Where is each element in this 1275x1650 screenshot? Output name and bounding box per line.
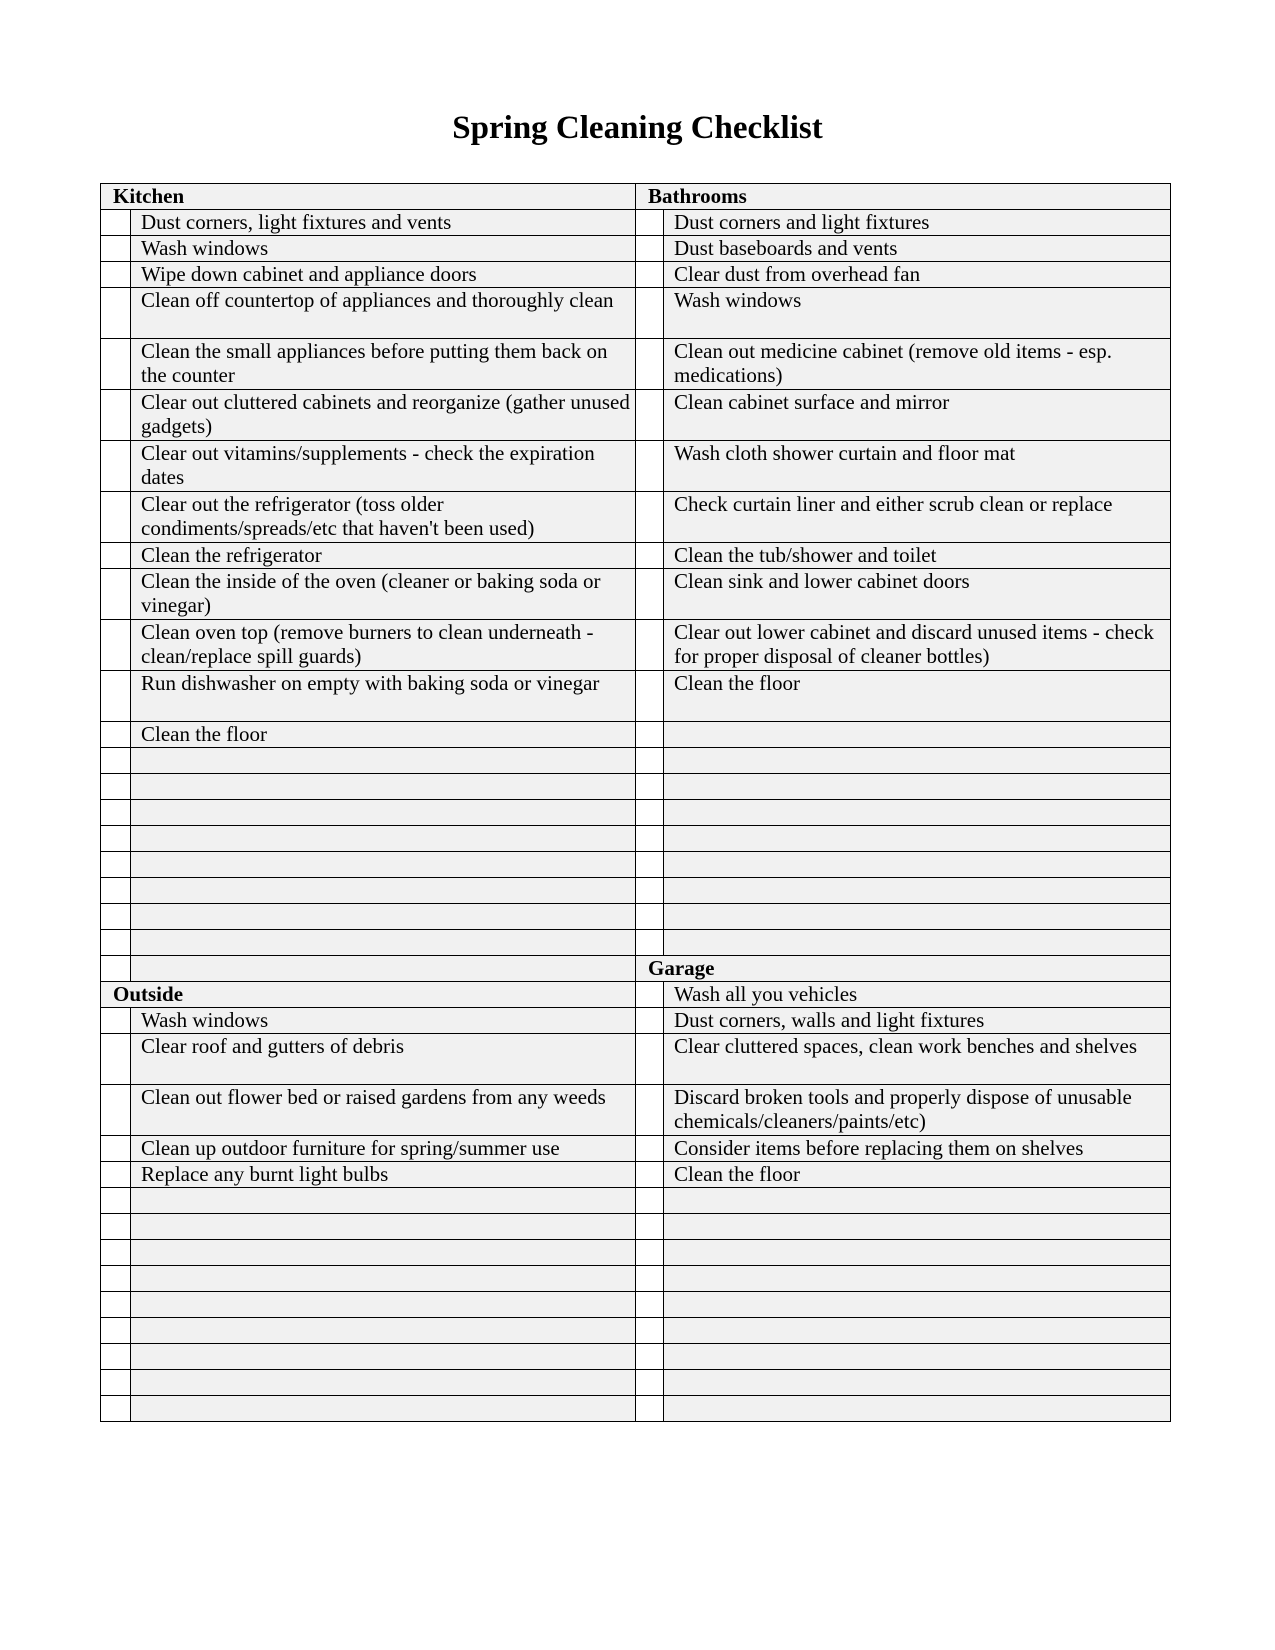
left-checkbox[interactable]: [101, 1318, 131, 1344]
left-task-text: [131, 930, 636, 956]
left-checkbox[interactable]: [101, 852, 131, 878]
left-checkbox[interactable]: [101, 904, 131, 930]
right-task-text: [664, 852, 1171, 878]
right-task-text: Clear dust from overhead fan: [664, 262, 1171, 288]
left-task-text: Clean the inside of the oven (cleaner or baking soda or vinegar): [131, 569, 636, 620]
right-checkbox[interactable]: [636, 1008, 664, 1034]
checklist-row: [101, 826, 1171, 852]
checklist-row: [101, 904, 1171, 930]
left-task-text: Clear roof and gutters of debris: [131, 1034, 636, 1085]
checklist-row: [101, 1034, 1171, 1085]
left-task-text: Clean the small appliances before putting them back on the counter: [131, 339, 636, 390]
checklist-row: [101, 1266, 1171, 1292]
right-task-text: [664, 1214, 1171, 1240]
checklist-body: [101, 184, 1171, 1422]
checklist-row: [101, 671, 1171, 722]
right-task-text: [664, 1344, 1171, 1370]
checklist-row: [101, 543, 1171, 569]
left-task-text: [131, 800, 636, 826]
right-checkbox[interactable]: [636, 1344, 664, 1370]
checklist-row: [101, 852, 1171, 878]
right-task-text: [664, 904, 1171, 930]
left-task-text: [131, 1214, 636, 1240]
left-checkbox[interactable]: [101, 1266, 131, 1292]
right-checkbox[interactable]: [636, 1188, 664, 1214]
right-checkbox[interactable]: [636, 904, 664, 930]
right-task-text: Check curtain liner and either scrub clean or replace: [664, 492, 1171, 543]
checklist-row: [101, 262, 1171, 288]
left-checkbox[interactable]: [101, 800, 131, 826]
right-checkbox[interactable]: [636, 1085, 664, 1136]
left-task-text: [131, 826, 636, 852]
left-checkbox[interactable]: [101, 1085, 131, 1136]
left-task-text: [131, 1266, 636, 1292]
right-checkbox[interactable]: [636, 569, 664, 620]
right-task-text: [664, 722, 1171, 748]
left-task-text: Wash windows: [131, 236, 636, 262]
right-checkbox[interactable]: [636, 1266, 664, 1292]
left-checkbox[interactable]: [101, 339, 131, 390]
left-checkbox[interactable]: [101, 956, 131, 982]
right-checkbox[interactable]: [636, 1370, 664, 1396]
left-task-text: Clean up outdoor furniture for spring/summer use: [131, 1136, 636, 1162]
left-checkbox[interactable]: [101, 262, 131, 288]
right-checkbox[interactable]: [636, 1396, 664, 1422]
right-task-text: Discard broken tools and properly dispose of unusable chemicals/cleaners/paints/etc): [664, 1085, 1171, 1136]
left-task-text: [131, 1292, 636, 1318]
left-task-text: [131, 878, 636, 904]
right-task-text: [664, 1266, 1171, 1292]
checklist-row: [101, 1318, 1171, 1344]
checklist-row: [101, 492, 1171, 543]
right-task-text: Wash windows: [664, 288, 1171, 339]
right-checkbox[interactable]: [636, 236, 664, 262]
left-checkbox[interactable]: [101, 1008, 131, 1034]
checklist-row: [101, 1214, 1171, 1240]
checklist-row: [101, 1292, 1171, 1318]
checklist-row: [101, 210, 1171, 236]
checklist-row: [101, 722, 1171, 748]
left-checkbox[interactable]: [101, 236, 131, 262]
checklist-row: [101, 441, 1171, 492]
right-task-text: [664, 1396, 1171, 1422]
checklist-row: [101, 1396, 1171, 1422]
right-task-text: [664, 800, 1171, 826]
right-checkbox[interactable]: [636, 1214, 664, 1240]
left-task-text: Run dishwasher on empty with baking soda or vinegar: [131, 671, 636, 722]
right-checkbox[interactable]: [636, 982, 664, 1008]
checklist-row: [101, 800, 1171, 826]
left-task-text: [131, 1318, 636, 1344]
right-checkbox[interactable]: [636, 1136, 664, 1162]
left-task-text: [131, 956, 636, 982]
right-task-text: [664, 826, 1171, 852]
right-section-heading: Bathrooms: [636, 184, 1171, 210]
checklist-row: [101, 982, 1171, 1008]
checklist-row: [101, 1240, 1171, 1266]
right-task-text: Clean out medicine cabinet (remove old items - esp. medications): [664, 339, 1171, 390]
right-task-text: Dust corners and light fixtures: [664, 210, 1171, 236]
right-checkbox[interactable]: [636, 288, 664, 339]
left-task-text: Clean oven top (remove burners to clean underneath - clean/replace spill guards): [131, 620, 636, 671]
left-task-text: Replace any burnt light bulbs: [131, 1162, 636, 1188]
checklist-row: [101, 1008, 1171, 1034]
left-checkbox[interactable]: [101, 441, 131, 492]
right-checkbox[interactable]: [636, 1162, 664, 1188]
left-task-text: [131, 852, 636, 878]
right-checkbox[interactable]: [636, 543, 664, 569]
left-checkbox[interactable]: [101, 620, 131, 671]
checklist-row: [101, 1344, 1171, 1370]
left-task-text: Wipe down cabinet and appliance doors: [131, 262, 636, 288]
right-checkbox[interactable]: [636, 339, 664, 390]
right-task-text: Clean sink and lower cabinet doors: [664, 569, 1171, 620]
left-task-text: [131, 1240, 636, 1266]
left-task-text: [131, 904, 636, 930]
right-task-text: [664, 1370, 1171, 1396]
right-task-text: Clear cluttered spaces, clean work benches and shelves: [664, 1034, 1171, 1085]
left-checkbox[interactable]: [101, 722, 131, 748]
left-task-text: Clean off countertop of appliances and thoroughly clean: [131, 288, 636, 339]
checklist-table: [100, 183, 1171, 1422]
checklist-row: [101, 236, 1171, 262]
checklist-row: [101, 620, 1171, 671]
right-task-text: Clean the floor: [664, 671, 1171, 722]
left-checkbox[interactable]: [101, 1370, 131, 1396]
left-checkbox[interactable]: [101, 774, 131, 800]
checklist-row: [101, 288, 1171, 339]
left-task-text: Clean out flower bed or raised gardens from any weeds: [131, 1085, 636, 1136]
right-section-heading: Garage: [636, 956, 1171, 982]
right-task-text: Dust baseboards and vents: [664, 236, 1171, 262]
left-checkbox[interactable]: [101, 1396, 131, 1422]
left-checkbox[interactable]: [101, 1136, 131, 1162]
checklist-row: [101, 878, 1171, 904]
right-task-text: [664, 930, 1171, 956]
left-checkbox[interactable]: [101, 1240, 131, 1266]
right-checkbox[interactable]: [636, 492, 664, 543]
checklist-row: [101, 774, 1171, 800]
left-checkbox[interactable]: [101, 1162, 131, 1188]
right-checkbox[interactable]: [636, 262, 664, 288]
right-task-text: [664, 878, 1171, 904]
right-task-text: [664, 1318, 1171, 1344]
left-task-text: Dust corners, light fixtures and vents: [131, 210, 636, 236]
right-task-text: [664, 1240, 1171, 1266]
checklist-row: [101, 1136, 1171, 1162]
right-task-text: [664, 748, 1171, 774]
right-checkbox[interactable]: [636, 620, 664, 671]
checklist-row: [101, 748, 1171, 774]
right-checkbox[interactable]: [636, 748, 664, 774]
left-checkbox[interactable]: [101, 569, 131, 620]
right-checkbox[interactable]: [636, 852, 664, 878]
left-task-text: [131, 774, 636, 800]
left-task-text: [131, 748, 636, 774]
right-task-text: [664, 1292, 1171, 1318]
checklist-row: [101, 956, 1171, 982]
left-checkbox[interactable]: [101, 1034, 131, 1085]
right-task-text: [664, 1188, 1171, 1214]
left-checkbox[interactable]: [101, 1292, 131, 1318]
left-checkbox[interactable]: [101, 288, 131, 339]
left-task-text: [131, 1188, 636, 1214]
right-checkbox[interactable]: [636, 210, 664, 236]
checklist-row: [101, 930, 1171, 956]
right-checkbox[interactable]: [636, 390, 664, 441]
right-checkbox[interactable]: [636, 671, 664, 722]
right-task-text: Clear out lower cabinet and discard unused items - check for proper disposal of cleaner bottles): [664, 620, 1171, 671]
right-task-text: Clean the floor: [664, 1162, 1171, 1188]
right-task-text: Dust corners, walls and light fixtures: [664, 1008, 1171, 1034]
left-task-text: [131, 1344, 636, 1370]
right-checkbox[interactable]: [636, 1292, 664, 1318]
left-checkbox[interactable]: [101, 748, 131, 774]
page-title: Spring Cleaning Checklist: [452, 110, 823, 146]
left-checkbox[interactable]: [101, 826, 131, 852]
left-checkbox[interactable]: [101, 930, 131, 956]
right-checkbox[interactable]: [636, 1034, 664, 1085]
right-checkbox[interactable]: [636, 1318, 664, 1344]
left-task-text: [131, 1370, 636, 1396]
right-task-text: Wash cloth shower curtain and floor mat: [664, 441, 1171, 492]
right-task-text: Clean the tub/shower and toilet: [664, 543, 1171, 569]
left-task-text: Wash windows: [131, 1008, 636, 1034]
checklist-row: [101, 1085, 1171, 1136]
right-checkbox[interactable]: [636, 774, 664, 800]
right-checkbox[interactable]: [636, 930, 664, 956]
right-task-text: [664, 774, 1171, 800]
checklist-row: [101, 184, 1171, 210]
left-checkbox[interactable]: [101, 878, 131, 904]
right-task-text: Wash all you vehicles: [664, 982, 1171, 1008]
right-checkbox[interactable]: [636, 826, 664, 852]
right-checkbox[interactable]: [636, 1240, 664, 1266]
checklist-row: [101, 1162, 1171, 1188]
checklist-row: [101, 1370, 1171, 1396]
left-checkbox[interactable]: [101, 210, 131, 236]
right-checkbox[interactable]: [636, 800, 664, 826]
left-checkbox[interactable]: [101, 671, 131, 722]
checklist-row: [101, 1188, 1171, 1214]
left-checkbox[interactable]: [101, 1214, 131, 1240]
left-task-text: Clear out the refrigerator (toss older condiments/spreads/etc that haven't been used): [131, 492, 636, 543]
right-task-text: Clean cabinet surface and mirror: [664, 390, 1171, 441]
left-task-text: Clean the refrigerator: [131, 543, 636, 569]
left-task-text: Clean the floor: [131, 722, 636, 748]
right-task-text: Consider items before replacing them on shelves: [664, 1136, 1171, 1162]
left-task-text: Clear out vitamins/supplements - check the expiration dates: [131, 441, 636, 492]
left-section-heading: Kitchen: [101, 184, 636, 210]
checklist-row: [101, 339, 1171, 390]
left-task-text: Clear out cluttered cabinets and reorganize (gather unused gadgets): [131, 390, 636, 441]
right-checkbox[interactable]: [636, 878, 664, 904]
right-checkbox[interactable]: [636, 441, 664, 492]
left-task-text: [131, 1396, 636, 1422]
right-checkbox[interactable]: [636, 722, 664, 748]
checklist-row: [101, 390, 1171, 441]
left-checkbox[interactable]: [101, 1344, 131, 1370]
left-section-heading: Outside: [101, 982, 636, 1008]
left-checkbox[interactable]: [101, 1188, 131, 1214]
left-checkbox[interactable]: [101, 390, 131, 441]
left-checkbox[interactable]: [101, 543, 131, 569]
left-checkbox[interactable]: [101, 492, 131, 543]
checklist-row: [101, 569, 1171, 620]
